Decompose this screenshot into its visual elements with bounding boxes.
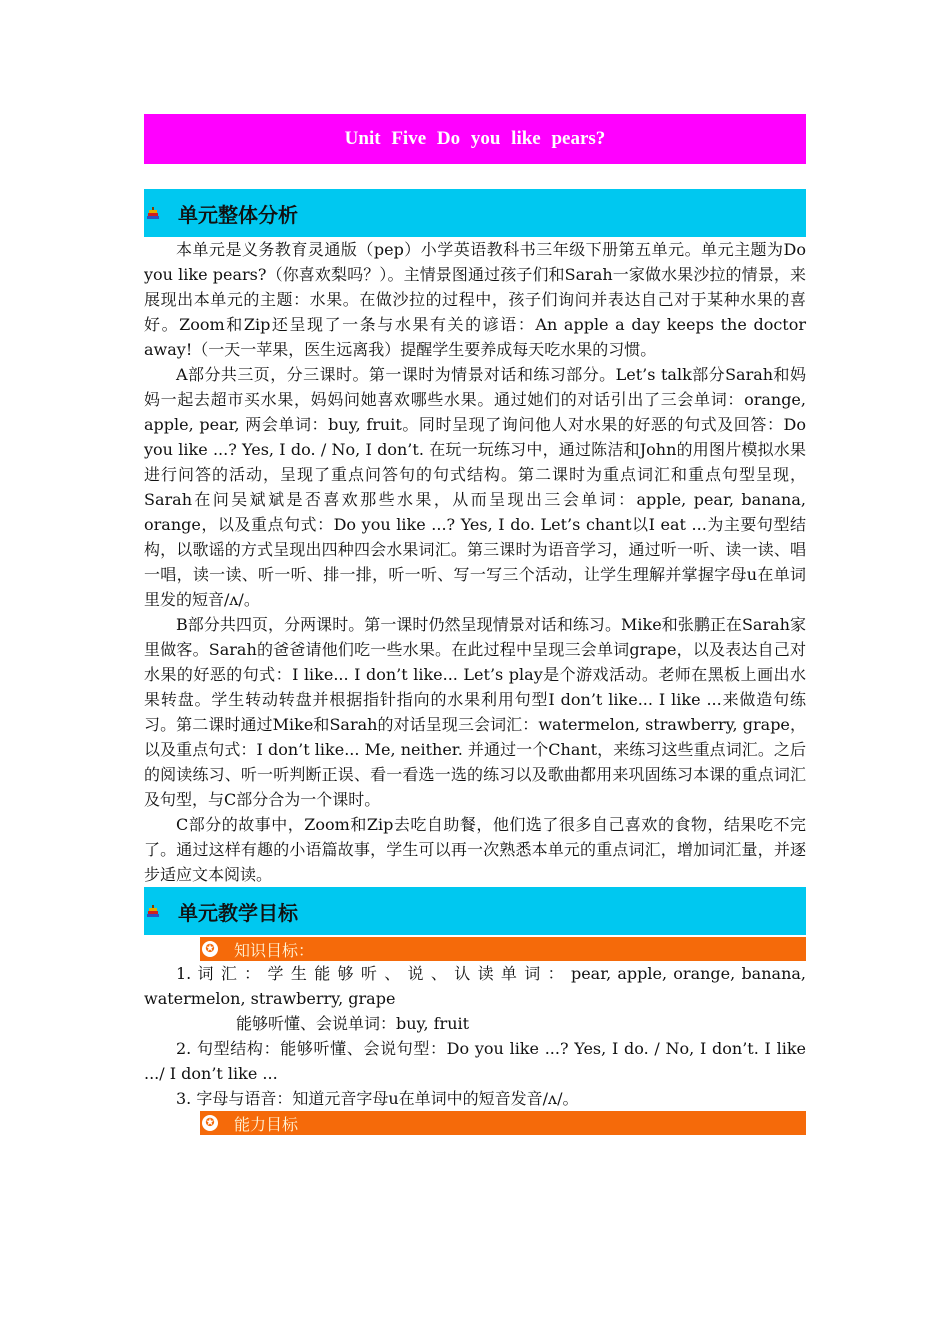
star-circle-icon: ✪ — [202, 941, 218, 957]
objective-sentence: 2. 句型结构：能够听懂、会说句型：Do you like ...? Yes, I do. / No, I don’t. I like .../ I don’t like ... — [144, 1039, 806, 1083]
unit-title: Unit Five Do you like pears? — [344, 128, 606, 149]
document-page — [144, 114, 806, 1135]
paragraph-intro: 本单元是义务教育灵通版（pep）小学英语教科书三年级下册第五单元。单元主题为Do you like pears?（你喜欢梨吗？）。主情景图通过孩子们和Sarah一家做水果沙拉的情景，来展现出本单元的主题：水果。在做沙拉的过程中，孩子们询问并表达自己对于某种水果的喜好。Zoom和Zip还呈现了一条与水果有关的谚语：An apple a day keeps the doctor away!（一天一苹果，医生远离我）提醒学生要养成每天吃水果的习惯。 — [144, 240, 806, 359]
section-title: 单元教学目标 — [178, 900, 298, 925]
subheading-knowledge — [200, 937, 806, 961]
subheading-ability — [200, 1111, 806, 1135]
section-heading-analysis — [144, 189, 806, 237]
subheading-label: 知识目标： — [234, 940, 315, 960]
subheading-label: 能力目标 — [234, 1114, 299, 1134]
section-title: 单元整体分析 — [178, 202, 298, 227]
paragraph-part-b: B部分共四页，分两课时。第一课时仍然呈现情景对话和练习。Mike和张鹏正在Sarah家里做客。Sarah的爸爸请他们吃一些水果。在此过程中呈现三会单词grape，以及表达自己对水果的好恶的句式：I like... I don’t like... Let’s play是个游戏活动。老师在黑板上画出水果转盘。学生转动转盘并根据指针指向的水果利用句型I don’t like... I like ...来做造句练习。第二课时通过Mike和Sarah的对话呈现三会词汇：watermelon, strawberry, grape，以及重点句式：I don’t like... Me, neither. 并通过一个Chant，来练习这些重点词汇。之后的阅读练习、听一听判断正误、看一看选一选的练习以及歌曲都用来巩固练习本课的重点词汇及句型，与C部分合为一个课时。 — [144, 615, 806, 809]
paragraph-part-c: C部分的故事中，Zoom和Zip去吃自助餐，他们选了很多自己喜欢的食物，结果吃不完了。通过这样有趣的小语篇故事，学生可以再一次熟悉本单元的重点词汇，增加词汇量，并逐步适应文本阅读。 — [144, 815, 806, 884]
objective-vocabulary-extra: 能够听懂、会说单词：buy, fruit — [236, 1014, 470, 1033]
objective-phonics: 3. 字母与语音：知道元音字母u在单词中的短音发音/ʌ/。 — [176, 1089, 579, 1108]
objective-vocabulary: 1. 词 汇 ： 学 生 能 够 听 、 说 、 认 读 单 词 ： pear, apple, orange, banana, watermelon, strawberry, grape — [144, 964, 806, 1008]
star-circle-icon: ✪ — [202, 1115, 218, 1131]
book-stack-icon — [146, 904, 160, 918]
unit-title-banner — [144, 114, 806, 164]
paragraph-part-a: A部分共三页，分三课时。第一课时为情景对话和练习部分。Let’s talk部分Sarah和妈妈一起去超市买水果，妈妈问她喜欢哪些水果。通过她们的对话引出了三会单词：orange, apple, pear, 两会单词：buy, fruit。同时呈现了询问他人对水果的好恶的句式及回答：Do you like ...? Yes, I do. / No, I don’t. 在玩一玩练习中，通过陈洁和John的用图片模拟水果进行问答的活动，呈现了重点问答句的句式结构。第二课时为重点词汇和重点句型呈现，Sarah在问吴斌斌是否喜欢那些水果，从而呈现出三会单词：apple, pear, banana, orange，以及重点句式：Do you like ...? Yes, I do. Let’s chant以I eat ...为主要句型结构，以歌谣的方式呈现出四种四会水果词汇。第三课时为语音学习，通过听一听、读一读、唱一唱，读一读、听一听、排一排，听一听、写一写三个活动，让学生理解并掌握字母u在单词里发的短音/ʌ/。 — [144, 365, 806, 609]
book-stack-icon — [146, 206, 160, 220]
section-heading-objectives — [144, 887, 806, 935]
